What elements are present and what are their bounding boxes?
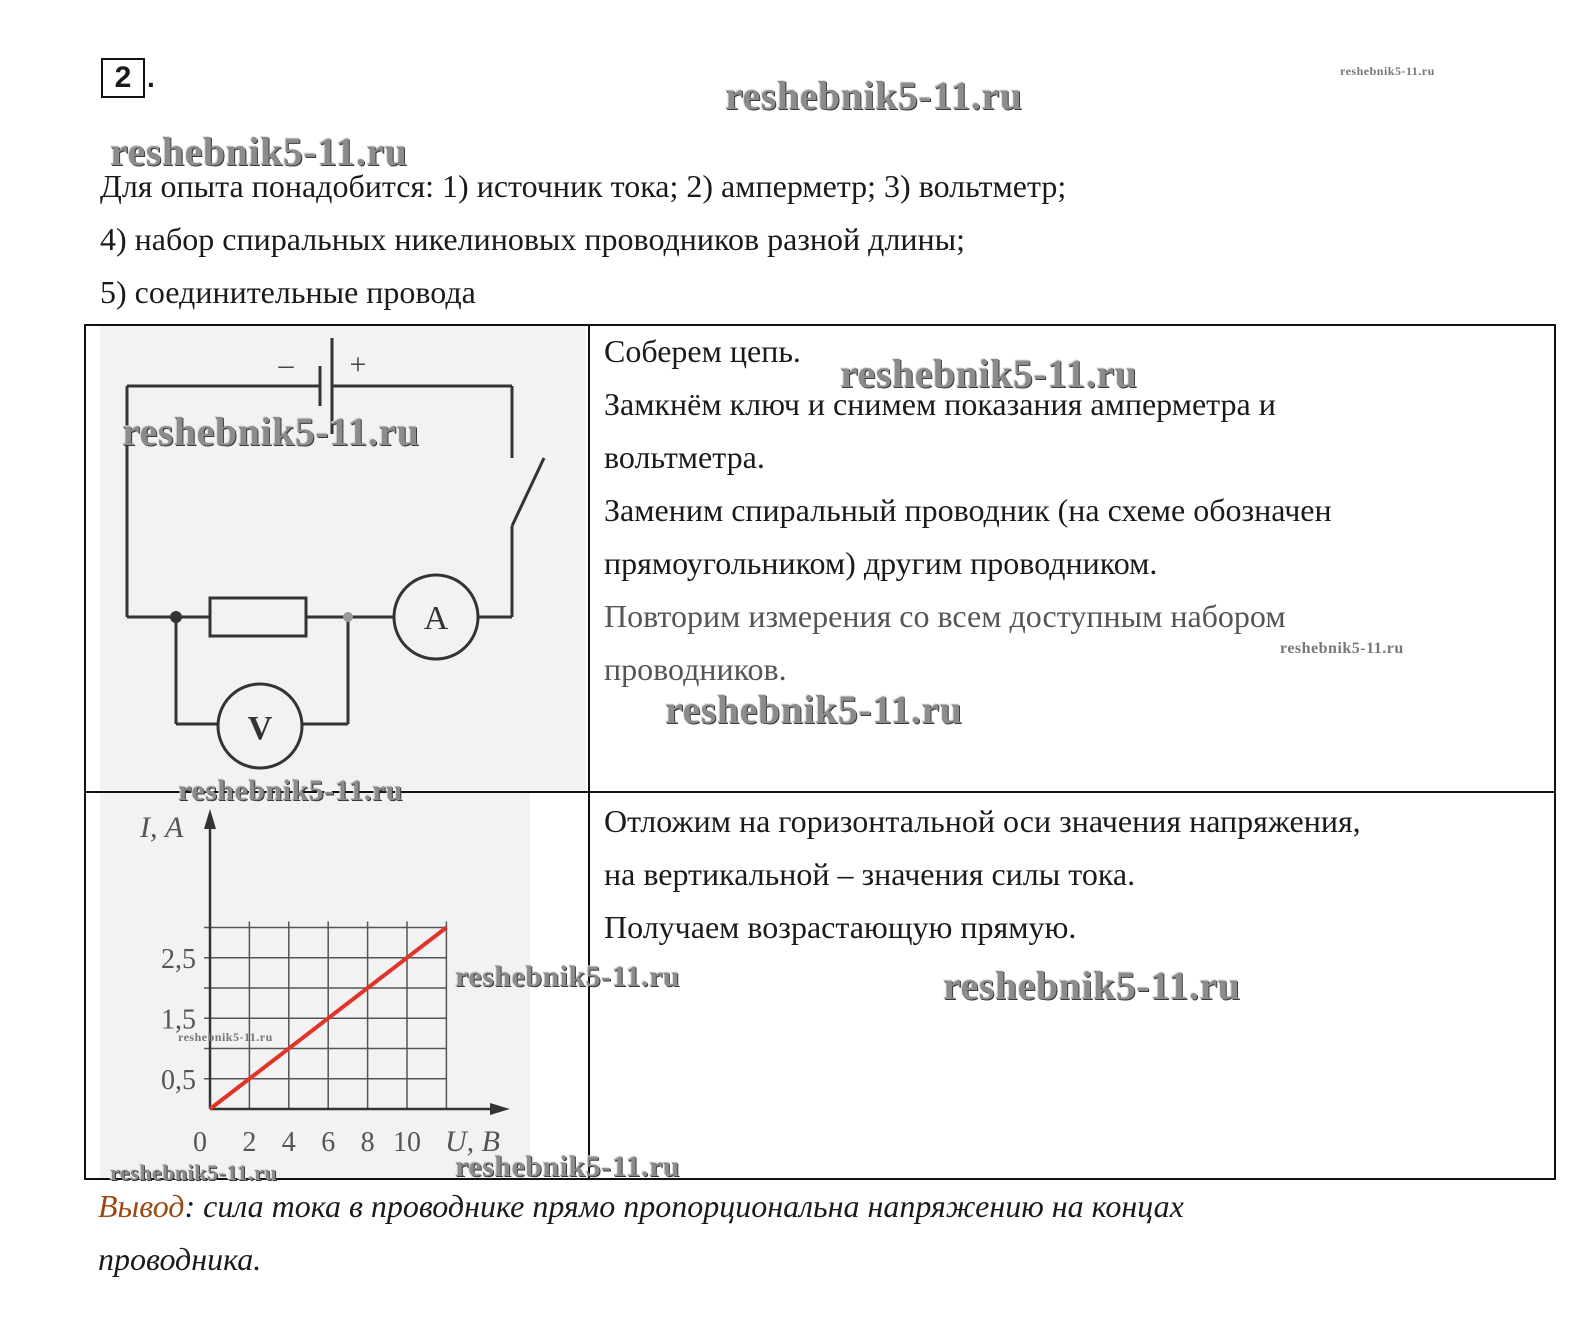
task-number-dot: . [147,62,155,93]
x-tick-label: 6 [321,1127,336,1158]
watermark: reshebnik5-11.ru [122,409,420,454]
step-line-6: Повторим измерения со всем доступным набором [604,598,1286,634]
watermark: reshebnik5-11.ru [725,73,1023,118]
step-line-3: вольтметра. [604,439,765,475]
x-tick-label: 0 [193,1127,207,1158]
conclusion-label: Вывод [98,1188,185,1224]
battery-plus-label: + [349,348,367,381]
intro-line-3: 5) соединительные провода [100,274,476,310]
watermark: reshebnik5-11.ru [110,1160,278,1185]
y-tick-label: 1,5 [161,1004,196,1036]
x-tick-label: 10 [393,1127,421,1158]
x-tick-label: 4 [281,1127,296,1158]
y-tick-label: 0,5 [161,1064,196,1096]
battery-minus-label: – [278,348,294,381]
step-line-2: Замкнём ключ и снимем показания амперметра и [604,386,1276,422]
step-line-1: Соберем цепь. [604,333,801,369]
graph-line-2: на вертикальной – значения силы тока. [604,856,1136,892]
watermark: reshebnik5-11.ru [110,129,408,174]
step-line-7: проводников. [604,651,787,687]
intro-line-2: 4) набор спиральных никелиновых проводников разной длины; [100,221,966,257]
watermark: reshebnik5-11.ru [1340,64,1435,78]
task-number-box [101,58,145,98]
watermark: reshebnik5-11.ru [840,351,1138,396]
graph-line-3: Получаем возрастающую прямую. [604,909,1077,945]
junction-node [343,612,353,622]
y-tick-label: 2,5 [161,943,196,975]
conclusion-text-continued: проводника. [98,1241,262,1277]
intro-line-1: Для опыта понадобится: 1) источник тока; 2) амперметр; 3) вольтметр; [100,168,1067,204]
watermark: reshebnik5-11.ru [943,963,1241,1008]
watermark: reshebnik5-11.ru [665,687,963,732]
step-line-4: Заменим спиральный проводник (на схеме обозначен [604,492,1332,528]
x-axis-label: U, В [445,1125,500,1158]
voltmeter-label: V [247,710,273,747]
watermark: reshebnik5-11.ru [455,1150,680,1183]
conclusion-text: : сила тока в проводнике прямо пропорциональна напряжению на концах [184,1188,1184,1224]
junction-node [170,611,182,623]
task-number: 2 [114,61,132,94]
circuit-diagram [100,326,586,790]
x-tick-label: 2 [242,1127,257,1158]
step-line-5: прямоугольником) другим проводником. [604,545,1158,581]
conclusion [98,1180,1184,1286]
graph-line-1: Отложим на горизонтальной оси значения напряжения, [604,803,1361,839]
x-tick-label: 8 [360,1127,375,1158]
watermark: reshebnik5-11.ru [1280,640,1404,657]
ammeter-label: A [423,600,449,637]
y-axis-label: I, А [140,811,184,844]
watermark: reshebnik5-11.ru [178,1030,273,1044]
table-divider-vertical [588,324,590,1180]
watermark: reshebnik5-11.ru [455,960,680,993]
watermark: reshebnik5-11.ru [178,774,403,807]
